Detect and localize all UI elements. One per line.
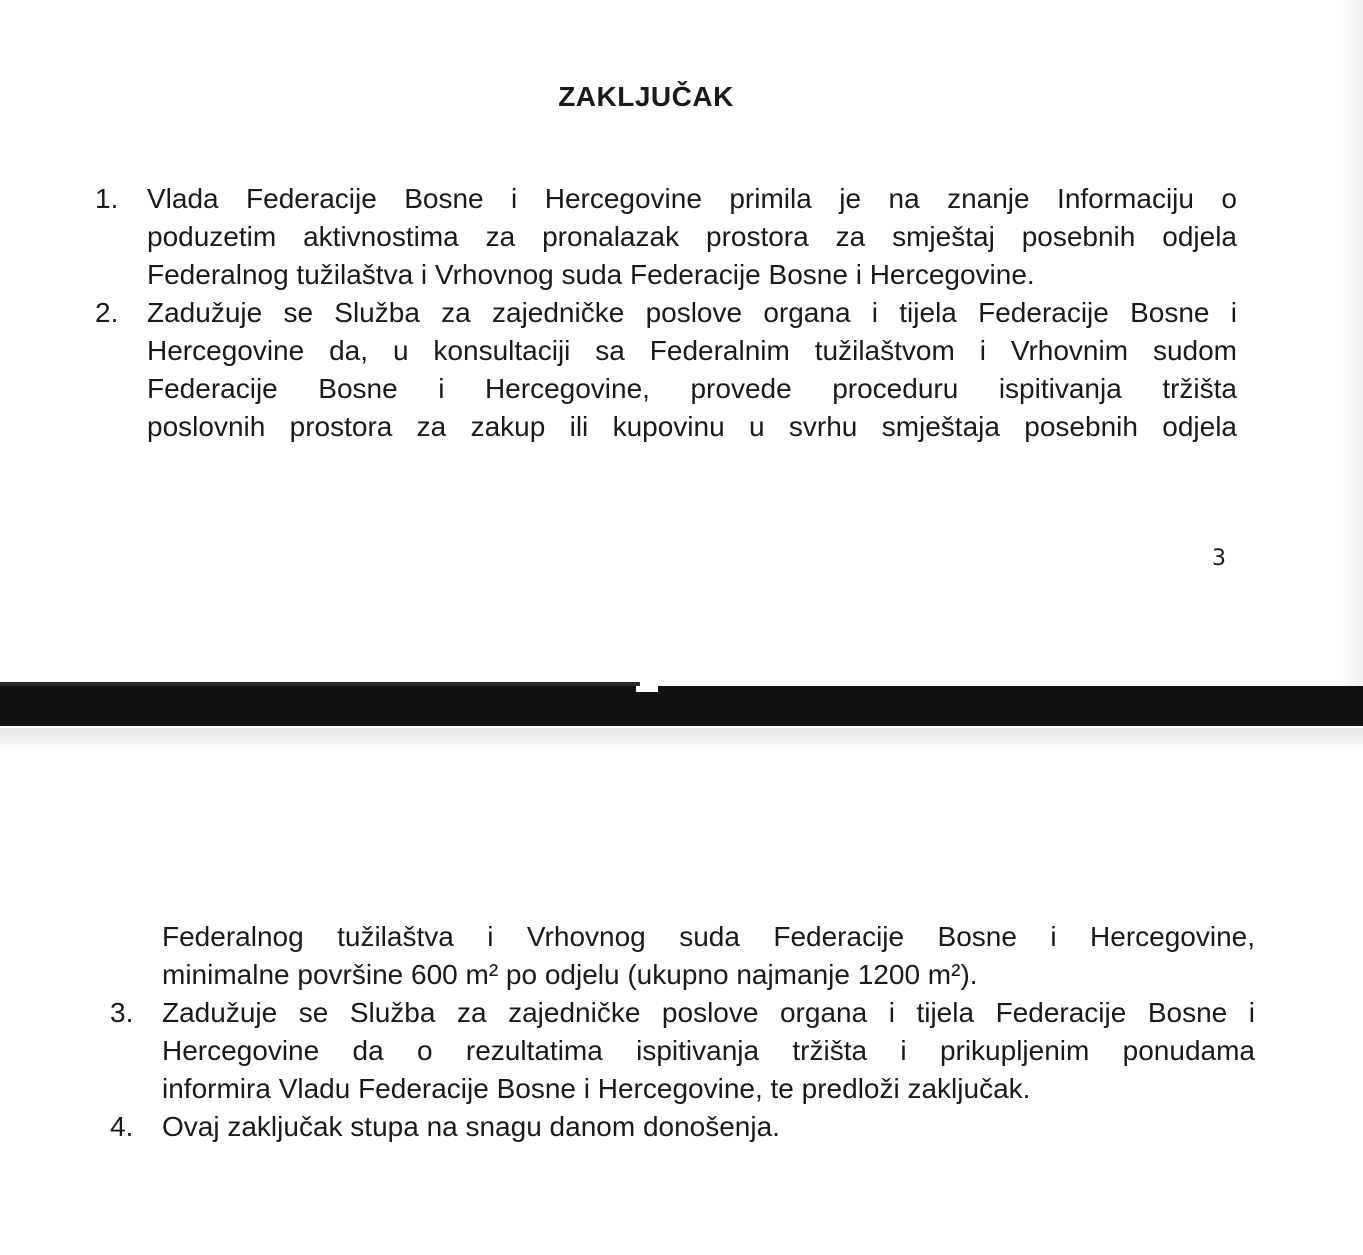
list-item-4 — [110, 1108, 1255, 1146]
list-item-number: 1. — [95, 183, 119, 214]
list-item-line: Hercegovine da o rezultatima ispitivanja tržišta i prikupljenim ponudama — [162, 1035, 1255, 1066]
list-item-number: 3. — [110, 997, 134, 1028]
list-item-line: poslovnih prostora za zakup ili kupovinu u svrhu smještaja posebnih odjela — [147, 411, 1237, 442]
list-item-2 — [95, 294, 1237, 446]
conclusion-list-page-1 — [95, 180, 1237, 446]
list-item-number: 4. — [110, 1111, 134, 1142]
list-item-3 — [110, 994, 1255, 1108]
scan-smudge — [0, 728, 1363, 752]
list-item-line: informira Vladu Federacije Bosne i Hercegovine, te predloži zaključak. — [162, 1073, 1031, 1104]
page-break-notch — [636, 686, 658, 692]
list-item-line: Federalnog tužilaštva i Vrhovnog suda Federacije Bosne i Hercegovine. — [147, 259, 1035, 290]
list-item-line: poduzetim aktivnostima za pronalazak prostora za smještaj posebnih odjela — [147, 221, 1237, 252]
conclusion-list-page-2 — [110, 918, 1255, 1146]
list-item-line: Zadužuje se Služba za zajedničke poslove organa i tijela Federacije Bosne i — [162, 997, 1255, 1028]
list-item-line: minimalne površine 600 m² po odjelu (ukupno najmanje 1200 m²). — [162, 959, 978, 990]
page-break-bar — [0, 686, 1363, 726]
page-number: 3 — [1212, 546, 1226, 571]
scan-edge-shadow — [1340, 0, 1363, 686]
list-item-line: Hercegovine da, u konsultaciji sa Federalnim tužilaštvom i Vrhovnim sudom — [147, 335, 1237, 366]
list-item-1 — [95, 180, 1237, 294]
list-item-line: Zadužuje se Služba za zajedničke poslove organa i tijela Federacije Bosne i — [147, 297, 1237, 328]
list-item-line: Federacije Bosne i Hercegovine, provede proceduru ispitivanja tržišta — [147, 373, 1237, 404]
list-item-number: 2. — [95, 297, 119, 328]
list-item-line: Ovaj zaključak stupa na snagu danom donošenja. — [162, 1111, 780, 1142]
page-title: ZAKLJUČAK — [558, 80, 734, 112]
list-item-line: Federalnog tužilaštva i Vrhovnog suda Federacije Bosne i Hercegovine, — [162, 921, 1255, 952]
list-item-line: Vlada Federacije Bosne i Hercegovine primila je na znanje Informaciju o — [147, 183, 1237, 214]
list-item-2-continuation — [110, 918, 1255, 994]
